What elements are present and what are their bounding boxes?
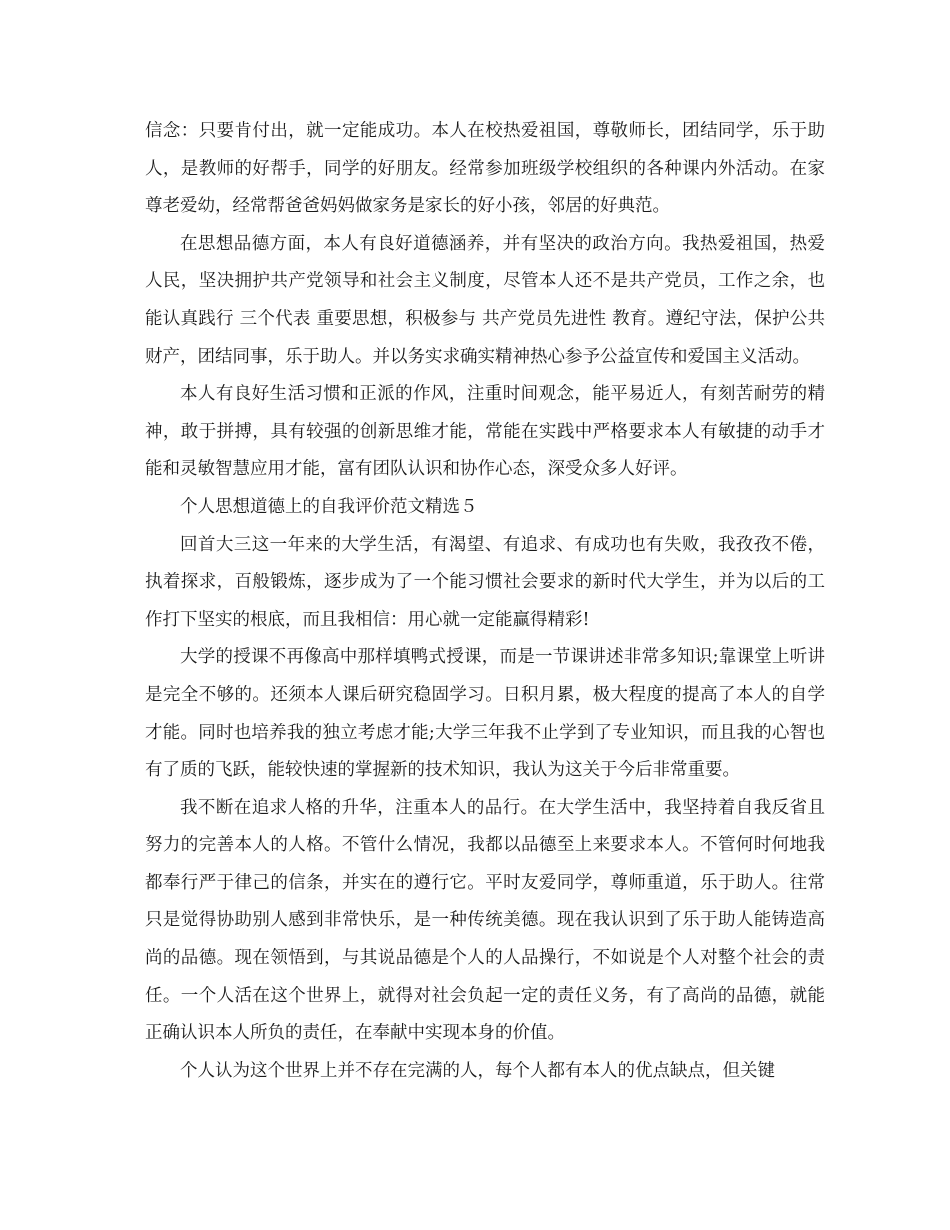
paragraph: 我不断在追求人格的升华，注重本人的品行。在大学生活中，我坚持着自我反省且努力的完善本人的人格。不管什么情况，我都以品德至上来要求本人。不管何时何地我都奉行严于律己的信条，并实在的遵行它。平时友爱同学，尊师重道，乐于助人。往常只是觉得协助别人感到非常快乐，是一种传统美德。现在我认识到了乐于助人能铸造高尚的品德。现在领悟到，与其说品德是个人的人品操行，不如说是个人对整个社会的责任。一个人活在这个世界上，就得对社会负起一定的责任义务，有了高尚的品德，就能正确认识本人所负的责任，在奉献中实现本身的价值。: [145, 797, 825, 1044]
paragraph: 本人有良好生活习惯和正派的作风，注重时间观念，能平易近人，有刻苦耐劳的精神，敢于拼搏，具有较强的创新思维才能，常能在实践中严格要求本人有敏捷的动手才能和灵敏智慧应用才能，富有团队认识和协作心态，深受众多人好评。: [145, 384, 825, 480]
paragraph: 个人认为这个世界上并不存在完满的人，每个人都有本人的优点缺点，但关键: [180, 1060, 775, 1081]
paragraph: 在思想品德方面，本人有良好道德涵养，并有坚决的政治方向。我热爱祖国，热爱人民，坚决拥护共产党领导和社会主义制度，尽管本人还不是共产党员，工作之余，也能认真践行 三个代表 重要思想，积极参与 共产党员先进性 教育。遵纪守法，保护公共财产，团结同事，乐于助人。并以务实求确实精神热心参予公益宣传和爱国主义活动。: [145, 233, 825, 367]
paragraph: 信念：只要肯付出，就一定能成功。本人在校热爱祖国，尊敬师长，团结同学，乐于助人，是教师的好帮手，同学的好朋友。经常参加班级学校组织的各种课内外活动。在家尊老爱幼，经常帮爸爸妈妈做家务是家长的好小孩，邻居的好典范。: [145, 121, 825, 217]
paragraph: 回首大三这一年来的大学生活，有渴望、有追求、有成功也有失败，我孜孜不倦，执着探求，百般锻炼，逐步成为了一个能习惯社会要求的新时代大学生，并为以后的工作打下坚实的根底，而且我相信：用心就一定能赢得精彩!: [145, 534, 825, 630]
document-body: [145, 113, 825, 1090]
paragraph: 大学的授课不再像高中那样填鸭式授课，而是一节课讲述非常多知识;靠课堂上听讲是完全不够的。还须本人课后研究稳固学习。日积月累，极大程度的提高了本人的自学才能。同时也培养我的独立考虑才能;大学三年我不止学到了专业知识，而且我的心智也有了质的飞跃，能较快速的掌握新的技术知识，我认为这关于今后非常重要。: [145, 647, 825, 781]
section-heading: 个人思想道德上的自我评价范文精选５: [180, 496, 478, 517]
